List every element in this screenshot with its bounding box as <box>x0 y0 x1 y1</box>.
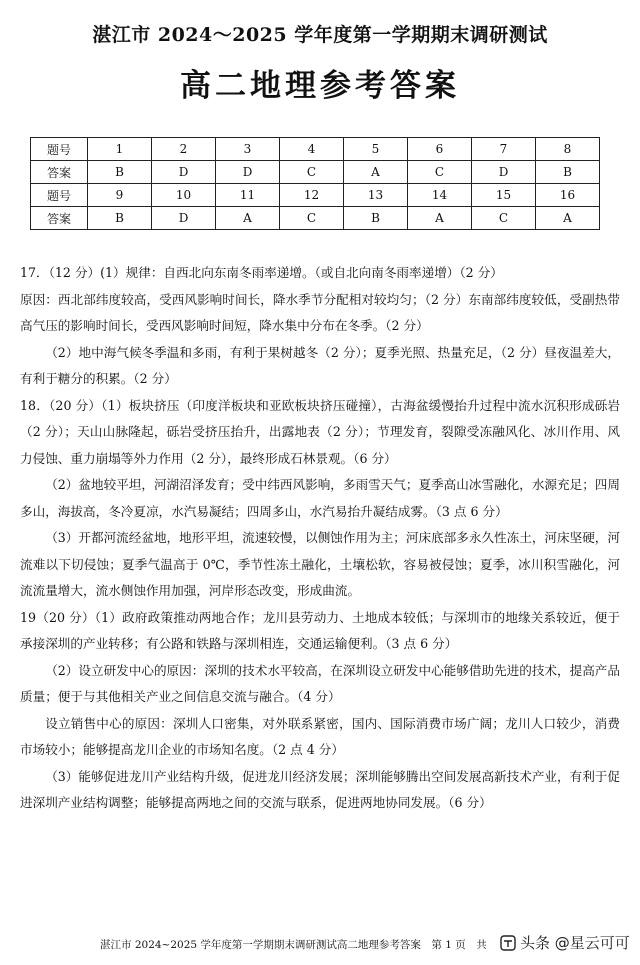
row-label-answer: 答案 <box>31 161 88 184</box>
paragraph-q19-2-sales: 设立销售中心的原因：深圳人口密集，对外联系紧密，国内、国际消费市场广阔；龙川人口较少，消费市场较小；能够提高龙川企业的市场知名度。（2 点 4 分） <box>20 715 620 757</box>
headline-logo-icon <box>500 935 516 951</box>
doc-title: 高二地理参考答案 <box>180 68 460 104</box>
question-number: 9 <box>88 184 152 207</box>
question-number: 2 <box>152 138 216 161</box>
paragraph-q17-1-reason: 原因：西北部纬度较高，受西风影响时间长，降水季节分配相对较均匀；（2 分）东南部纬度较低，受副热带高气压的影响时间长，受西风影响时间短，降水集中分布在冬季。（2 分） <box>20 291 620 333</box>
question-number: 12 <box>280 184 344 207</box>
answer-letter: D <box>152 161 216 184</box>
watermark <box>500 932 630 953</box>
question-number: 13 <box>344 184 408 207</box>
paragraph-q18-1: 18．（20 分）（1）板块挤压（印度洋板块和亚欧板块挤压碰撞），古海盆缓慢抬升过程中流水沉积形成砾岩（2 分）；天山山脉隆起，砾岩受挤压抬升，出露地表（2 分）；节理发育，裂隙受冻融风化、冰川作用、风力侵蚀、重力崩塌等外力作用（2 分），最终形成石林景观。（6 分） <box>20 397 620 466</box>
answer-letter: B <box>88 207 152 230</box>
table-row-answer-2 <box>31 207 600 230</box>
question-number: 7 <box>472 138 536 161</box>
answer-letter: D <box>152 207 216 230</box>
question-number: 10 <box>152 184 216 207</box>
table-row-answer-1 <box>31 161 600 184</box>
paragraph-q18-3: （3）开都河流经盆地，地形平坦，流速较慢，以侧蚀作用为主；河床底部多永久性冻土，河床坚硬，河流难以下切侵蚀；夏季气温高于 0℃，季节性冻土融化，土壤松软，容易被侵蚀；夏季，冰川积雪融化，河流流量增大，流水侧蚀作用加强，河岸形态改变，形成曲流。 <box>20 530 620 598</box>
question-number: 16 <box>536 184 600 207</box>
answer-letter: C <box>408 161 472 184</box>
question-number: 11 <box>216 184 280 207</box>
answer-letter: D <box>216 161 280 184</box>
answer-body <box>20 260 620 817</box>
watermark-text: 头条 @星云可可 <box>520 934 630 952</box>
answer-letter: A <box>536 207 600 230</box>
answer-letter: A <box>408 207 472 230</box>
answer-letter: A <box>344 161 408 184</box>
paragraph-q19-3: （3）能够促进龙川产业结构升级，促进龙川经济发展；深圳能够腾出空间发展高新技术产业，有利于促进深圳产业结构调整；能够提高两地之间的交流与联系，促进两地协同发展。（6 分） <box>20 768 620 810</box>
question-number: 6 <box>408 138 472 161</box>
question-number: 3 <box>216 138 280 161</box>
question-number: 14 <box>408 184 472 207</box>
answer-letter: B <box>536 161 600 184</box>
answer-letter: A <box>216 207 280 230</box>
question-number: 15 <box>472 184 536 207</box>
answer-letter: B <box>344 207 408 230</box>
paragraph-q17-1: 17．（12 分）(1）规律：自西北向东南冬雨率递增。（或自北向南冬雨率递增）（2 分） <box>20 265 503 280</box>
paragraph-q19-2-rd: （2）设立研发中心的原因：深圳的技术水平较高，在深圳设立研发中心能够借助先进的技术，提高产品质量；便于与其他相关产业之间信息交流与融合。（4 分） <box>20 662 620 704</box>
row-label-answer: 答案 <box>31 207 88 230</box>
exam-title: 湛江市 2024～2025 学年度第一学期期末调研测试 <box>92 24 548 46</box>
answer-letter: C <box>280 161 344 184</box>
answer-letter: B <box>88 161 152 184</box>
question-number: 8 <box>536 138 600 161</box>
table-row-question-2 <box>31 184 600 207</box>
paragraph-q17-2: （2）地中海气候冬季温和多雨，有利于果树越冬（2 分）；夏季光照、热量充足，（2 分）昼夜温差大，有利于糖分的积累。（2 分） <box>20 344 620 386</box>
answer-letter: C <box>472 207 536 230</box>
row-label-question: 题号 <box>31 184 88 207</box>
page-footer: 湛江市 2024~2025 学年度第一学期期末调研测试高二地理参考答案 第 1 页 共 <box>100 939 487 951</box>
answer-table <box>30 137 600 230</box>
paragraph-q18-2: （2）盆地较平坦，河湖沼泽发育；受中纬西风影响，多雨雪天气；夏季高山冰雪融化，水源充足；四周多山，海拔高，冬冷夏凉，水汽易凝结；四周多山，水汽易抬升凝结成雾。（3 点 6 分） <box>20 477 620 519</box>
paragraph-q19-1: 19（20 分）（1）政府政策推动两地合作；龙川县劳动力、土地成本较低；与深圳市的地缘关系较近，便于承接深圳的产业转移；有公路和铁路与深圳相连，交通运输便利。（3 点 6 分） <box>20 609 620 651</box>
row-label-question: 题号 <box>31 138 88 161</box>
question-number: 5 <box>344 138 408 161</box>
answer-letter: C <box>280 207 344 230</box>
question-number: 4 <box>280 138 344 161</box>
table-row-question-1 <box>31 138 600 161</box>
answer-letter: D <box>472 161 536 184</box>
question-number: 1 <box>88 138 152 161</box>
